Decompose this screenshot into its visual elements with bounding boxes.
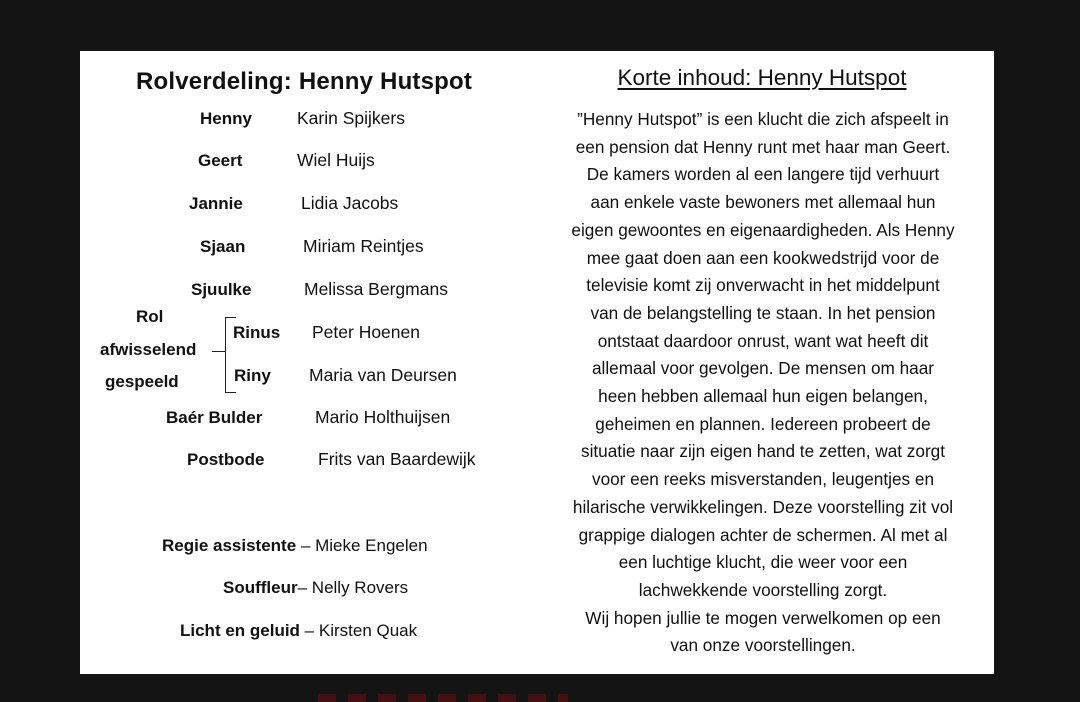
summary-line: aan enkele vaste bewoners met allemaal hun xyxy=(590,192,936,213)
alternating-label-rol: Rol xyxy=(136,307,164,326)
cast-actor-geert: Wiel Huijs xyxy=(297,150,375,170)
cast-role-baer-bulder: Baér Bulder xyxy=(166,408,263,427)
alternating-label-gespeeld: gespeeld xyxy=(105,372,179,391)
cast-role-geert: Geert xyxy=(198,151,243,170)
cast-actor-jannie: Lidia Jacobs xyxy=(301,193,399,213)
crew-souffleur xyxy=(223,578,408,598)
cast-actor-rinus: Peter Hoenen xyxy=(312,322,420,342)
crew-role: Regie assistente xyxy=(162,536,297,555)
cast-role-jannie: Jannie xyxy=(189,194,243,213)
cast-actor-riny: Maria van Deursen xyxy=(309,365,457,385)
summary-line: situatie naar zijn eigen hand te zetten, wat zorgt xyxy=(580,441,946,462)
cast-title: Rolverdeling: Henny Hutspot xyxy=(136,68,473,95)
summary-line: hilarische verwikkelingen. Deze voorstelling zit vol xyxy=(572,496,954,517)
summary-line: mee gaat doen aan een kookwedstrijd voor de xyxy=(586,247,940,268)
crew-role: Souffleur xyxy=(223,578,298,597)
cast-role-postbode: Postbode xyxy=(187,450,265,469)
summary-text xyxy=(546,106,980,660)
crew-separator: – xyxy=(297,578,312,597)
crew-name: Nelly Rovers xyxy=(311,578,409,597)
cast-role-sjuulke: Sjuulke xyxy=(191,280,252,299)
cast-role-rinus: Rinus xyxy=(233,323,281,342)
crew-name: Kirsten Quak xyxy=(318,621,418,640)
cast-actor-henny: Karin Spijkers xyxy=(297,108,405,128)
summary-line: van de belangstelling te staan. In het pension xyxy=(590,302,936,323)
crew-regie-assistente xyxy=(162,536,428,556)
crew-name: Mieke Engelen xyxy=(315,536,428,555)
summary-line: ”Henny Hutspot” is een klucht die zich afspeelt in xyxy=(577,109,949,129)
summary-line: van onze voorstellingen. xyxy=(670,635,856,656)
summary-line: een luchtige klucht, die weer voor een xyxy=(618,552,908,573)
document-sheet xyxy=(80,51,994,674)
cast-role-henny: Henny xyxy=(200,109,252,128)
summary-line: voor een reeks misverstanden, leugentjes en xyxy=(591,469,935,490)
summary-line: heen hebben allemaal hun eigen belangen, xyxy=(598,386,928,407)
cast-role-riny: Riny xyxy=(234,366,271,385)
alternating-label-afwisselend: afwisselend xyxy=(100,340,197,359)
alternating-brace-tick xyxy=(212,351,225,352)
summary-line: allemaal voor gevolgen. De mensen om haar xyxy=(591,358,935,379)
cast-actor-sjuulke: Melissa Bergmans xyxy=(304,279,448,299)
summary-line: eigen gewoontes en eigenaardigheden. Als Henny xyxy=(571,219,955,240)
summary-line: een pension dat Henny runt met haar man Geert. xyxy=(575,136,951,157)
summary-line: geheimen en plannen. Iedereen probeert de xyxy=(595,413,931,434)
summary-line: grappige dialogen achter de schermen. Al met al xyxy=(578,524,948,545)
crew-role: Licht en geluid xyxy=(180,621,300,640)
summary-title: Korte inhoud: Henny Hutspot xyxy=(617,65,907,90)
crew-separator: – xyxy=(296,536,316,555)
summary-line: ontstaat daardoor onrust, want wat heeft dit xyxy=(597,330,929,351)
cast-role-sjaan: Sjaan xyxy=(200,237,246,256)
cast-actor-baer-bulder: Mario Holthuijsen xyxy=(315,407,451,427)
cast-actor-postbode: Frits van Baardewijk xyxy=(318,449,476,469)
crew-licht-en-geluid xyxy=(180,621,417,641)
cast-actor-sjaan: Miriam Reintjes xyxy=(303,236,424,256)
summary-line: Wij hopen jullie te mogen verwelkomen op een xyxy=(585,607,941,628)
summary-line: televisie komt zij onverwacht in het middelpunt xyxy=(586,275,940,296)
summary-line: De kamers worden al een langere tijd verhuurt xyxy=(586,164,940,185)
bottom-edge-decoration xyxy=(318,694,568,702)
summary-line: lachwekkende voorstelling zorgt. xyxy=(638,579,888,600)
crew-separator: – xyxy=(299,621,319,640)
